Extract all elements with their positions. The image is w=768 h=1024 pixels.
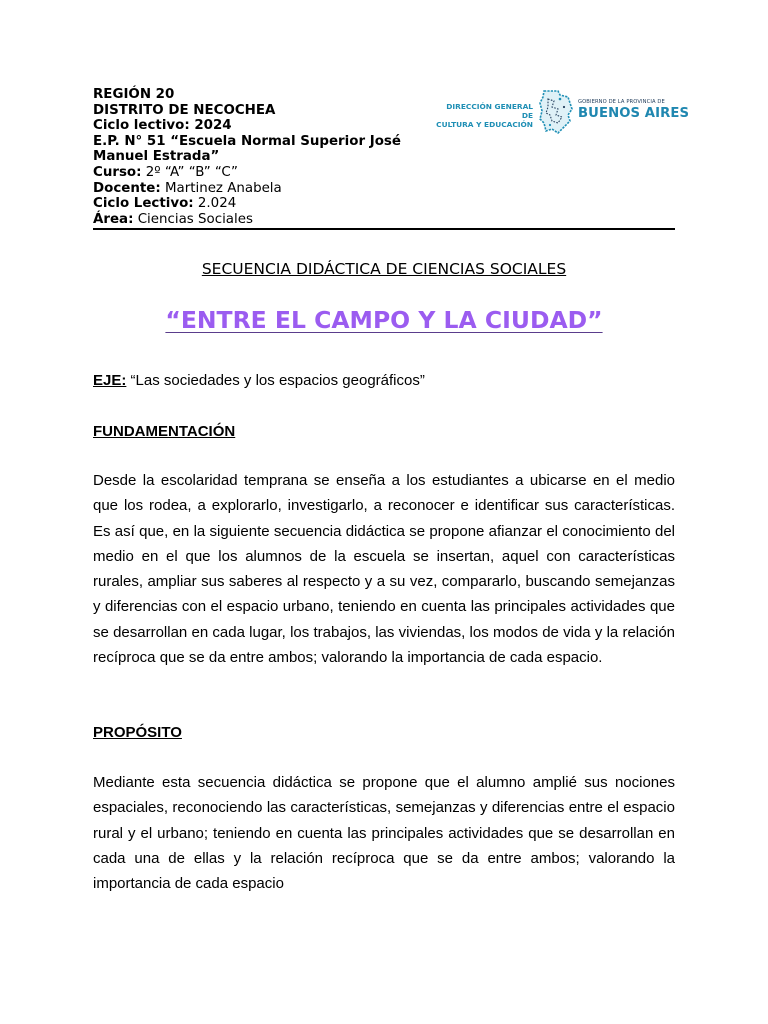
eje-line [93,372,425,389]
eje-text: “Las sociedades y los espacios geográficos” [126,372,425,389]
government-logo [435,87,690,139]
proposito-paragraph: Mediante esta secuencia didáctica se propone que el alumno amplié sus nociones espaciales, reconociendo las características, semejanzas y diferencias entre el espacio rural y el urbano; teniendo en cuenta las principales actividades que se desarrollan en cada una de ellas y la relación recíproca que se da entre ambos; valorando la importancia de cada espacio [93,774,675,893]
cycle-line [93,196,433,212]
region-line: REGIÓN 20 [93,87,175,102]
cycle-label: Ciclo Lectivo: [93,196,194,212]
logo-left-line-1: DIRECCIÓN GENERAL DE [446,102,533,120]
logo-province-name: BUENOS AIRES [578,106,690,121]
header-divider [93,228,675,230]
school-year-line: Ciclo lectivo: 2024 [93,118,232,134]
logo-govt-text: GOBIERNO DE LA PROVINCIA DE [578,99,665,105]
teacher-label: Docente: [93,180,161,196]
logo-directorate-text [435,102,533,129]
course-label: Curso: [93,164,142,180]
teacher-value: Martinez Anabela [160,180,282,196]
fundamentacion-heading: FUNDAMENTACIÓN [93,423,236,440]
document-subtitle: SECUENCIA DIDÁCTICA DE CIENCIAS SOCIALES [201,260,567,278]
district-line: DISTRITO DE NECOCHEA [93,102,276,118]
logo-province-text [578,99,688,121]
logo-left-line-2: CULTURA Y EDUCACIÓN [436,120,533,129]
course-value: 2º “A” “B” “C” [141,164,238,180]
cycle-value: 2.024 [193,196,237,212]
area-line [93,212,433,228]
school-name-line-2: Manuel Estrada” [93,149,220,165]
eje-label: EJE: [93,372,127,389]
course-line [93,165,433,181]
proposito-heading: PROPÓSITO [93,724,182,741]
header-info [93,87,433,227]
province-map-icon [538,89,574,135]
area-label: Área: [93,211,134,227]
fundamentacion-paragraph: Desde la escolaridad temprana se enseña a los estudiantes a ubicarse en el medio que los rodea, a explorarlo, investigarlo, a reconocer e identificar sus características. Es así que, en la siguiente secuencia didáctica se propone afianzar el conocimiento del medio en el que los alumnos de la escuela se insertan, aquel con características rurales, ampliar sus saberes al respecto y a su vez, compararlo, buscando semejanzas y diferencias con el espacio urbano, teniendo en cuenta las principales actividades que se desarrollan en cada lugar, los trabajos, las viviendas, los modos de vida y la relación recíproca que se da entre ambos; valorando la importancia de cada espacio. [93,472,675,667]
school-name-line-1: E.P. N° 51 “Escuela Normal Superior José [93,133,401,149]
document-title: “ENTRE EL CAMPO Y LA CIUDAD” [165,306,603,334]
area-value: Ciencias Sociales [133,211,253,227]
teacher-line [93,181,433,197]
